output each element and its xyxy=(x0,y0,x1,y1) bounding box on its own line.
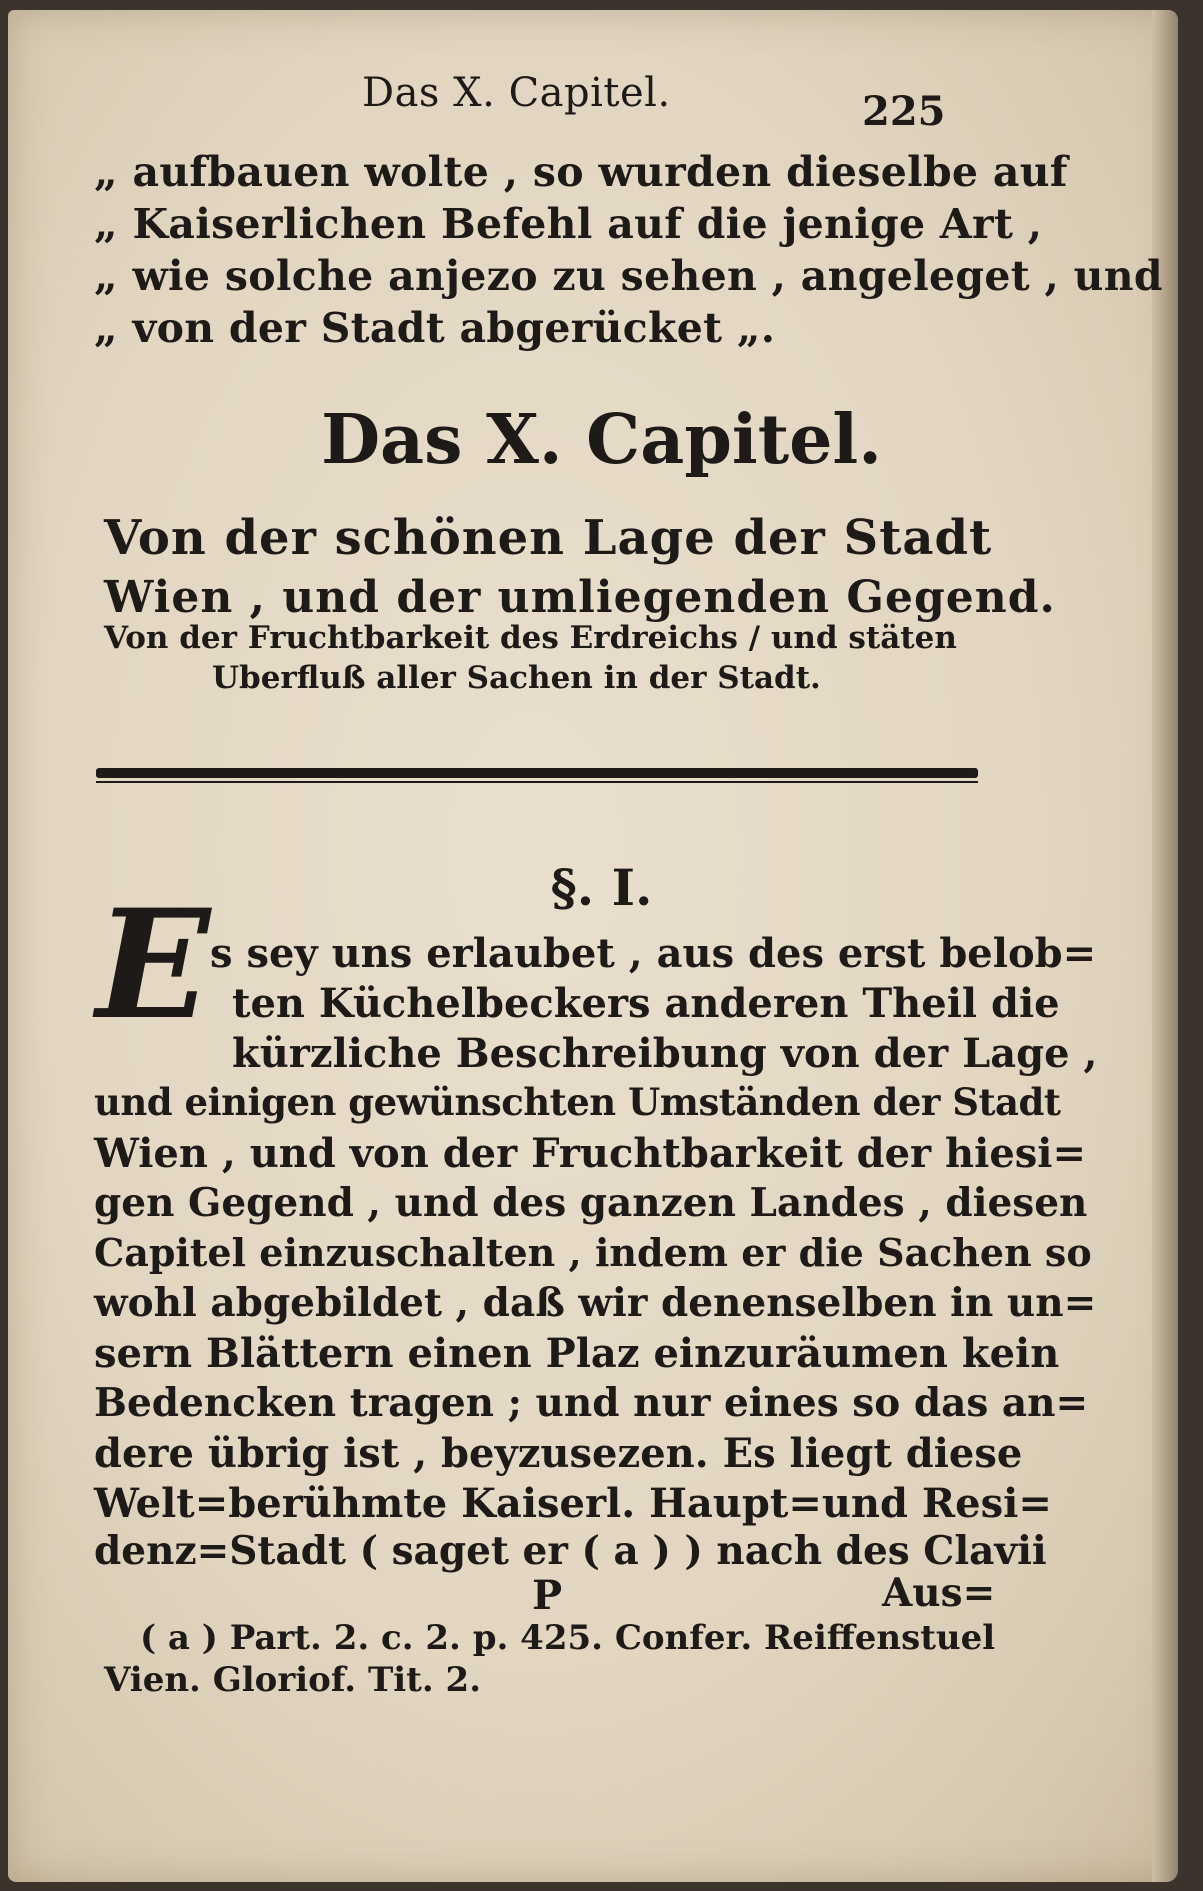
body-line: kürzliche Beschreibung von der Lage , xyxy=(232,1030,1098,1077)
section-rule-thin xyxy=(96,781,978,783)
body-line: Wien , und von der Fruchtbarkeit der hiesi= xyxy=(94,1130,1086,1177)
body-line: dere übrig ist , beyzusezen. Es liegt diese xyxy=(94,1430,1023,1477)
body-line: Capitel einzuschalten , indem er die Sachen so xyxy=(94,1230,1092,1275)
carryover-line: „ aufbauen wolte , so wurden dieselbe auf xyxy=(94,148,1068,196)
catchword: Aus= xyxy=(882,1570,996,1616)
section-rule xyxy=(96,768,978,778)
carryover-line: „ wie solche anjezo zu sehen , angeleget , und xyxy=(94,252,1163,300)
chapter-title: Das X. Capitel. xyxy=(321,400,882,480)
carryover-line: „ von der Stadt abgerücket „. xyxy=(94,304,776,352)
footnote-line: Vien. Gloriof. Tit. 2. xyxy=(104,1660,482,1700)
page-number: 225 xyxy=(862,88,946,135)
chapter-subtitle-line: Von der Fruchtbarkeit des Erdreichs / und stäten xyxy=(104,620,957,656)
body-line: und einigen gewünschten Umständen der Stadt xyxy=(94,1080,1061,1124)
chapter-subtitle-line: Wien , und der umliegenden Gegend. xyxy=(104,572,1056,623)
section-mark: §. I. xyxy=(550,858,653,917)
chapter-subtitle-line: Von der schönen Lage der Stadt xyxy=(104,510,993,566)
body-line: ten Küchelbeckers anderen Theil die xyxy=(232,980,1060,1027)
drop-cap: E xyxy=(96,877,211,1053)
body-line: wohl abgebildet , daß wir denenselben in un= xyxy=(94,1280,1097,1326)
body-line: s sey uns erlaubet , aus des erst belob= xyxy=(210,930,1097,977)
carryover-line: „ Kaiserlichen Befehl auf die jenige Art , xyxy=(94,200,1043,248)
body-line: denz=Stadt ( saget er ( a ) ) nach des Clavii xyxy=(94,1528,1047,1574)
chapter-subtitle-line: Uberfluß aller Sachen in der Stadt. xyxy=(212,660,821,696)
running-header: Das X. Capitel. xyxy=(362,70,671,116)
body-line: gen Gegend , und des ganzen Landes , diesen xyxy=(94,1180,1088,1226)
body-line: Welt=berühmte Kaiserl. Haupt=und Resi= xyxy=(94,1480,1052,1527)
body-line: Bedencken tragen ; und nur eines so das an= xyxy=(94,1380,1089,1426)
body-line: sern Blättern einen Plaz einzuräumen kein xyxy=(94,1330,1060,1377)
signature-mark: P xyxy=(532,1572,563,1619)
footnote-line: ( a ) Part. 2. c. 2. p. 425. Confer. Reiffenstuel xyxy=(140,1618,996,1658)
